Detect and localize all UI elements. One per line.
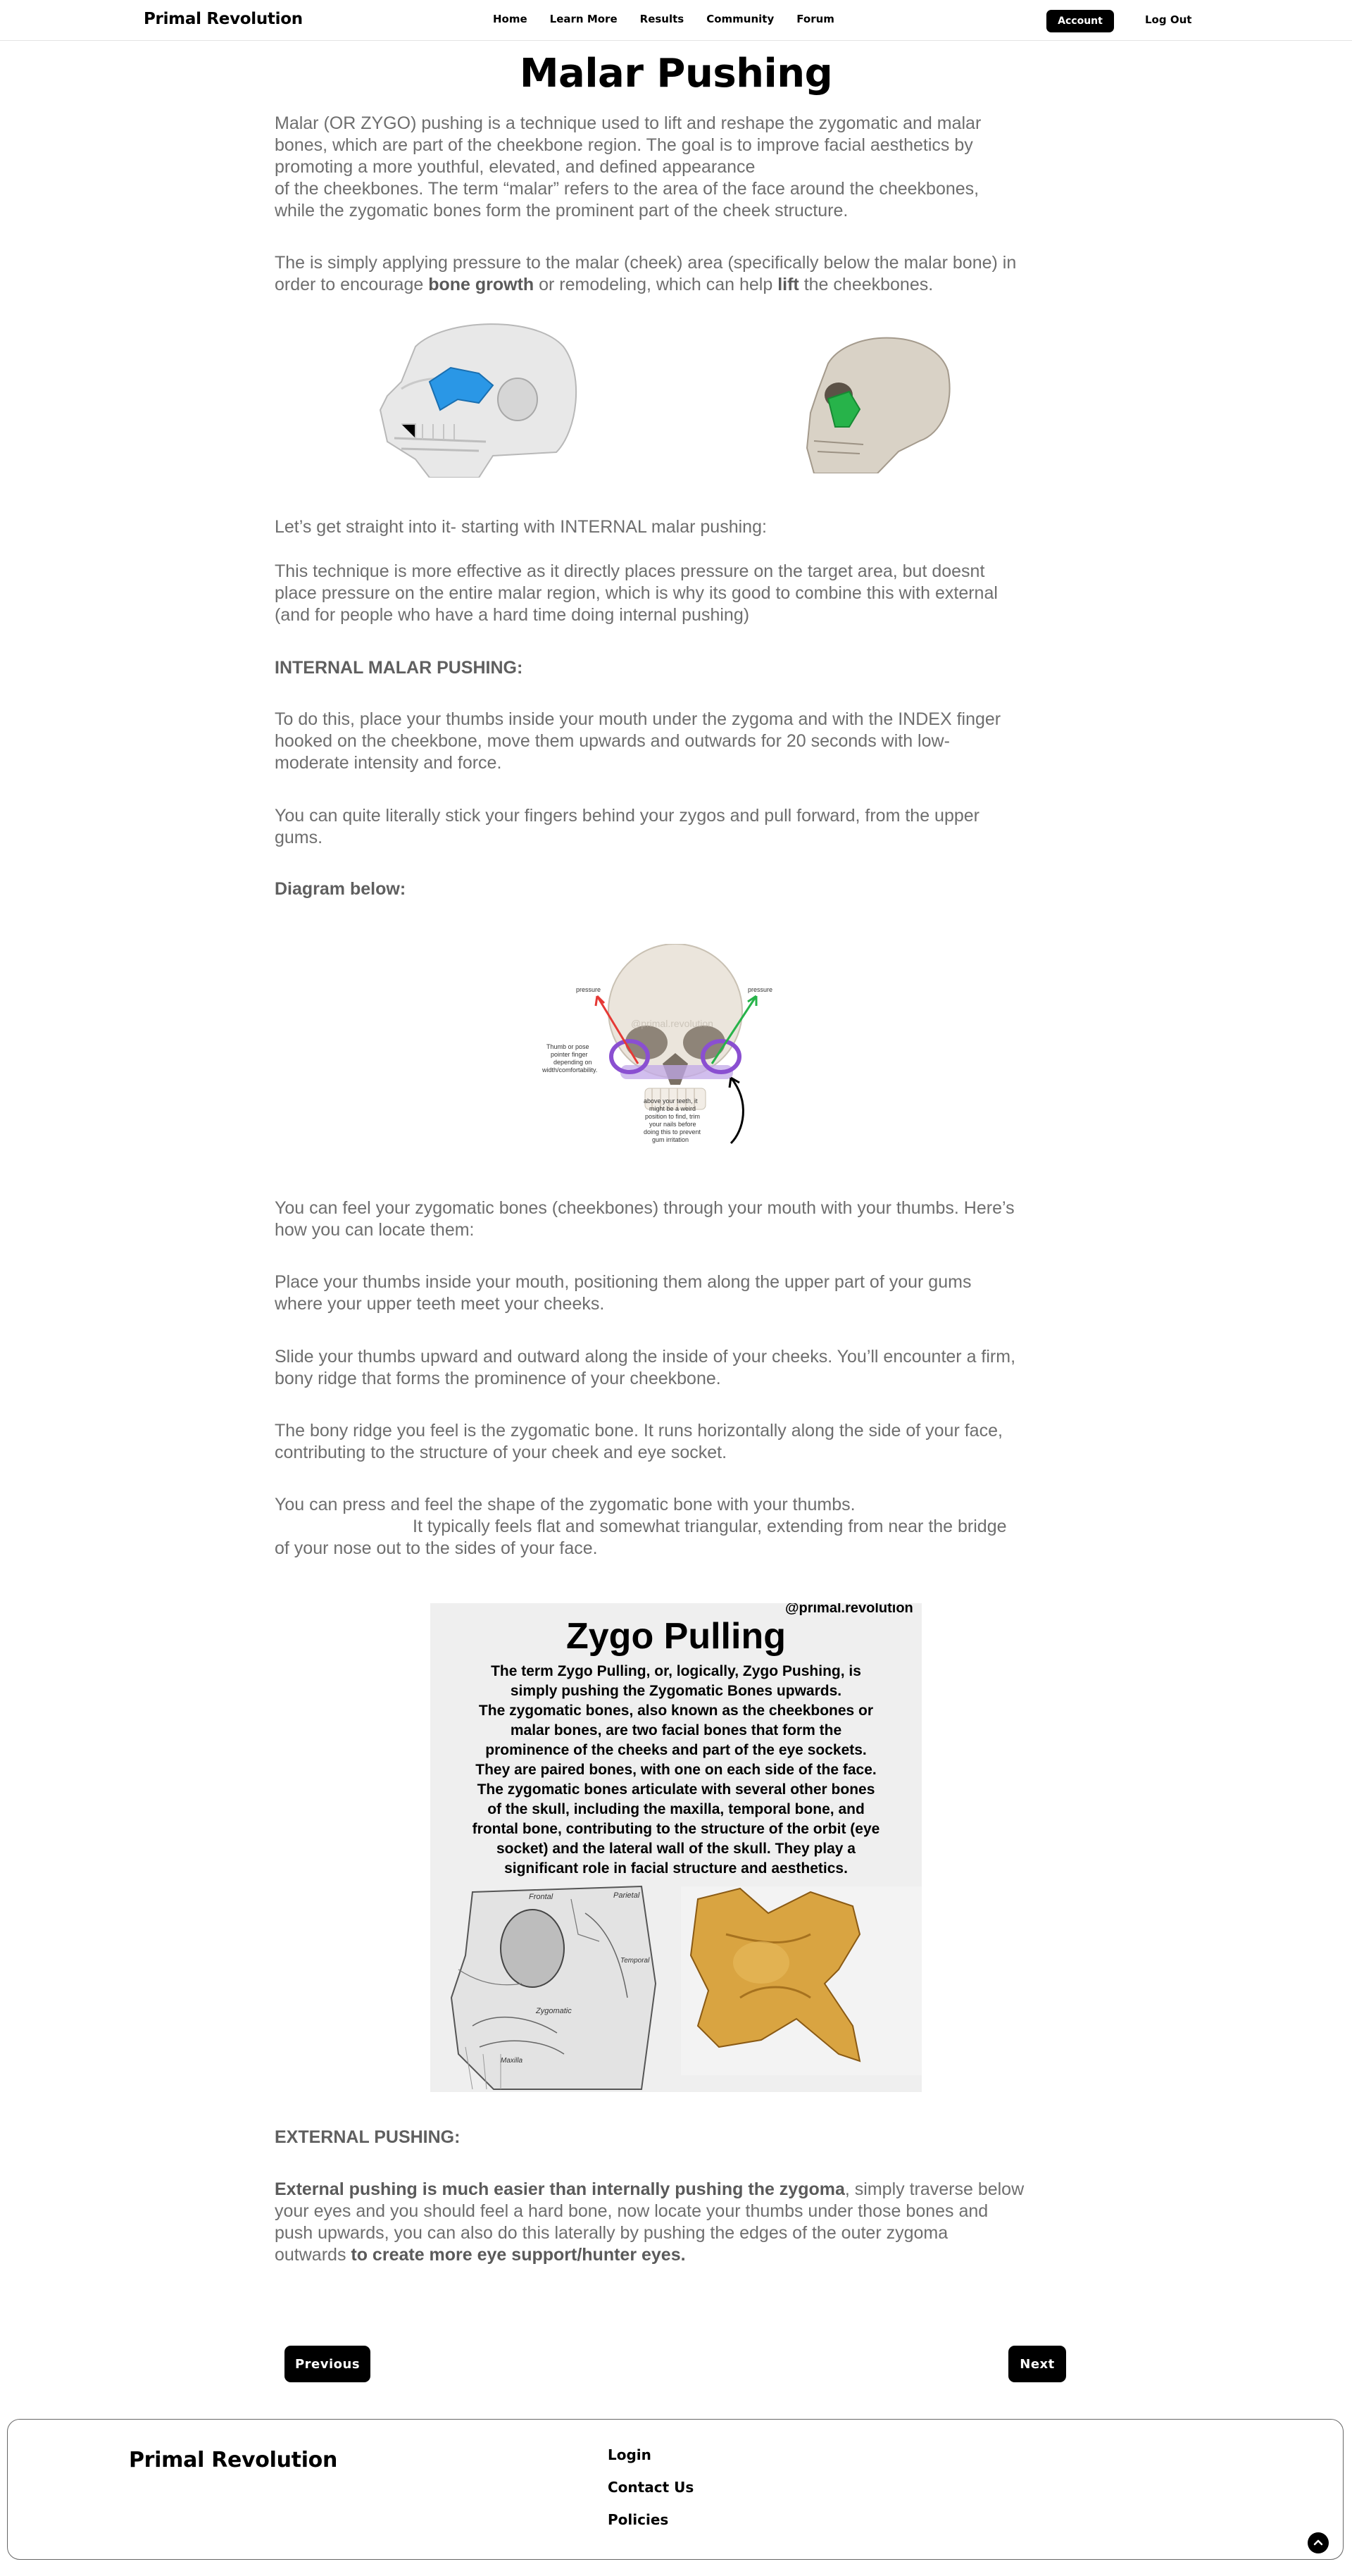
card-line: prominence of the cheeks and part of the eye sockets. [485,1742,867,1758]
technique-paragraph [275,561,1077,626]
diagram-watermark: @primal.revolution [631,1018,713,1029]
footer-contact-link[interactable]: Contact Us [608,2479,694,2496]
text-line: Slide your thumbs upward and outward along the inside of your cheeks. You’ll encounter a firm, [275,1347,1016,1367]
text-line: how you can locate them: [275,1220,475,1240]
nav-learn-more[interactable]: Learn More [549,13,618,25]
card-line: The zygomatic bones articulate with several other bones [477,1781,875,1798]
text-line: promoting a more youthful, elevated, and defined appearance [275,157,756,177]
teeth-note-line: gum irritation [652,1136,689,1143]
bold-text: External pushing is much easier than internally pushing the zygoma [275,2179,845,2199]
text-run: , simply traverse below [844,2179,1025,2199]
thumb-note-line: width/comfortability. [542,1066,598,1074]
text-run: the cheekbones. [799,275,934,294]
text-line: bony ridge that forms the prominence of your cheekbone. [275,1369,721,1388]
nav-home[interactable]: Home [493,13,527,25]
next-button[interactable]: Next [1008,2346,1066,2382]
chevron-up-icon [1313,2537,1324,2549]
text-line: while the zygomatic bones form the prominent part of the cheek structure. [275,201,849,220]
zygomatic-bone-photo [681,1886,922,2075]
card-line: They are paired bones, with one on each side of the face. [475,1762,877,1778]
account-button[interactable]: Account [1046,10,1114,32]
text-line: where your upper teeth meet your cheeks. [275,1294,605,1314]
thumb-note-line: Thumb or pose [546,1043,589,1050]
nav-community[interactable]: Community [706,13,775,25]
text-line: moderate intensity and force. [275,753,502,773]
text-line: of your nose out to the sides of your face. [275,1538,598,1558]
bold-text: lift [777,275,799,294]
pressure-label-left: pressure [576,986,601,993]
internal-lead: Let’s get straight into it- starting with INTERNAL malar pushing: [275,517,767,537]
teeth-note-line: your nails before [649,1121,696,1128]
footer-login-link[interactable]: Login [608,2446,651,2463]
text-line [275,274,1077,296]
logout-link[interactable]: Log Out [1145,13,1192,26]
text-line: place pressure on the entire malar region, which is why its good to combine this with external [275,583,998,603]
text-line: (and for people who have a hard time doing internal pushing) [275,605,750,625]
bold-text: to create more eye support/hunter eyes. [351,2245,686,2265]
top-navbar [0,0,1352,41]
text-line [275,2179,1077,2201]
skull-side-blue-image [373,318,577,478]
pull-forward-paragraph [275,805,1077,849]
locate-paragraph [275,1197,1077,1241]
card-line: socket) and the lateral wall of the skull. They play a [496,1841,856,1857]
intro-paragraph [275,113,1077,222]
text-line: bones, which are part of the cheekbone region. The goal is to improve facial aesthetics by [275,135,973,155]
teeth-note-line: above your teeth, it [644,1097,698,1105]
pressure-label-right: pressure [748,986,773,993]
site-footer [7,2419,1344,2560]
card-handle: @primal.revolution [785,1603,913,1616]
text-run: or remodeling, which can help [534,275,778,294]
card-line: frontal bone, contributing to the structure of the orbit (eye [472,1821,880,1837]
malar-diagram [532,944,779,1155]
text-line: You can quite literally stick your fingers behind your zygos and pull forward, from the upper [275,806,980,826]
text-line: of the cheekbones. The term “malar” refers to the area of the face around the cheekbones, [275,179,979,199]
thumb-note-line: pointer finger [551,1051,588,1058]
skull-side-green-image [800,328,952,473]
footer-policies-link[interactable]: Policies [608,2511,669,2528]
card-line: malar bones, are two facial bones that form the [510,1722,842,1738]
text-line: Malar (OR ZYGO) pushing is a technique used to lift and reshape the zygomatic and malar [275,113,982,133]
teeth-note-line: position to find, trim [645,1113,701,1120]
scroll-to-top-button[interactable] [1308,2532,1329,2553]
press-feel-paragraph [275,1494,1077,1560]
page-title: Malar Pushing [519,51,833,97]
bold-text: bone growth [428,275,534,294]
text-line: hooked on the cheekbone, move them upwards and outwards for 20 seconds with low- [275,731,950,751]
text-line: You can feel your zygomatic bones (cheekbones) through your mouth with your thumbs. Here’s [275,1198,1015,1218]
nav-results[interactable]: Results [639,13,684,25]
teeth-note-line: might be a weird [649,1105,696,1112]
internal-steps-paragraph [275,709,1077,774]
zygo-pulling-infographic [430,1603,922,2092]
text-line: To do this, place your thumbs inside your mouth under the zygoma and with the INDEX finger [275,709,1001,729]
text-line: The is simply applying pressure to the malar (cheek) area (specifically below the malar bone) in [275,253,1017,273]
card-line: The term Zygo Pulling, or, logically, Zygo Pushing, is [491,1663,861,1679]
external-heading: EXTERNAL PUSHING: [275,2127,461,2147]
brand-logo[interactable]: Primal Revolution [144,10,303,28]
slide-thumbs-paragraph [275,1346,1077,1390]
text-line: contributing to the structure of your cheek and eye socket. [275,1443,727,1462]
bony-ridge-paragraph [275,1420,1077,1464]
text-line: It typically feels flat and somewhat triangular, extending from near the bridge [413,1517,1007,1536]
card-line: simply pushing the Zygomatic Bones upwards. [510,1683,842,1699]
engraving-label: Parietal [613,1891,640,1900]
footer-brand[interactable]: Primal Revolution [129,2448,338,2472]
text-line: You can press and feel the shape of the zygomatic bone with your thumbs. [275,1495,856,1514]
previous-button[interactable]: Previous [284,2346,370,2382]
text-line: push upwards, you can also do this laterally by pushing the edges of the outer zygoma [275,2223,949,2243]
card-line: of the skull, including the maxilla, temporal bone, and [487,1801,865,1817]
engraving-label: Temporal [620,1957,650,1965]
card-line: The zygomatic bones, also known as the cheekbones or [478,1703,874,1719]
text-line: This technique is more effective as it directly places pressure on the target area, but doesnt [275,561,985,581]
definition-paragraph [275,252,1077,296]
text-line: Place your thumbs inside your mouth, positioning them along the upper part of your gums [275,1272,972,1292]
text-line: gums. [275,828,323,847]
text-line [275,2244,1077,2266]
skull-engraving [451,1886,656,2089]
card-line: significant role in facial structure and aesthetics. [504,1860,848,1877]
internal-heading: INTERNAL MALAR PUSHING: [275,658,523,678]
thumb-note-line: depending on [553,1059,592,1066]
text-run: outwards [275,2245,351,2265]
text-run: order to encourage [275,275,429,294]
text-line: The bony ridge you feel is the zygomatic bone. It runs horizontally along the side of your face, [275,1421,1003,1441]
nav-forum[interactable]: Forum [796,13,834,25]
card-title: Zygo Pulling [566,1616,786,1657]
diagram-heading: Diagram below: [275,879,406,899]
engraving-label: Maxilla [501,2057,523,2065]
text-line: your eyes and you should feel a hard bone, now locate your thumbs under those bones and [275,2201,989,2221]
engraving-label: Zygomatic [536,2007,572,2015]
teeth-note-line: doing this to prevent [644,1128,701,1135]
place-thumbs-paragraph [275,1271,1077,1315]
nav-links [493,13,857,25]
engraving-label: Frontal [529,1893,553,1901]
external-paragraph [275,2179,1077,2266]
